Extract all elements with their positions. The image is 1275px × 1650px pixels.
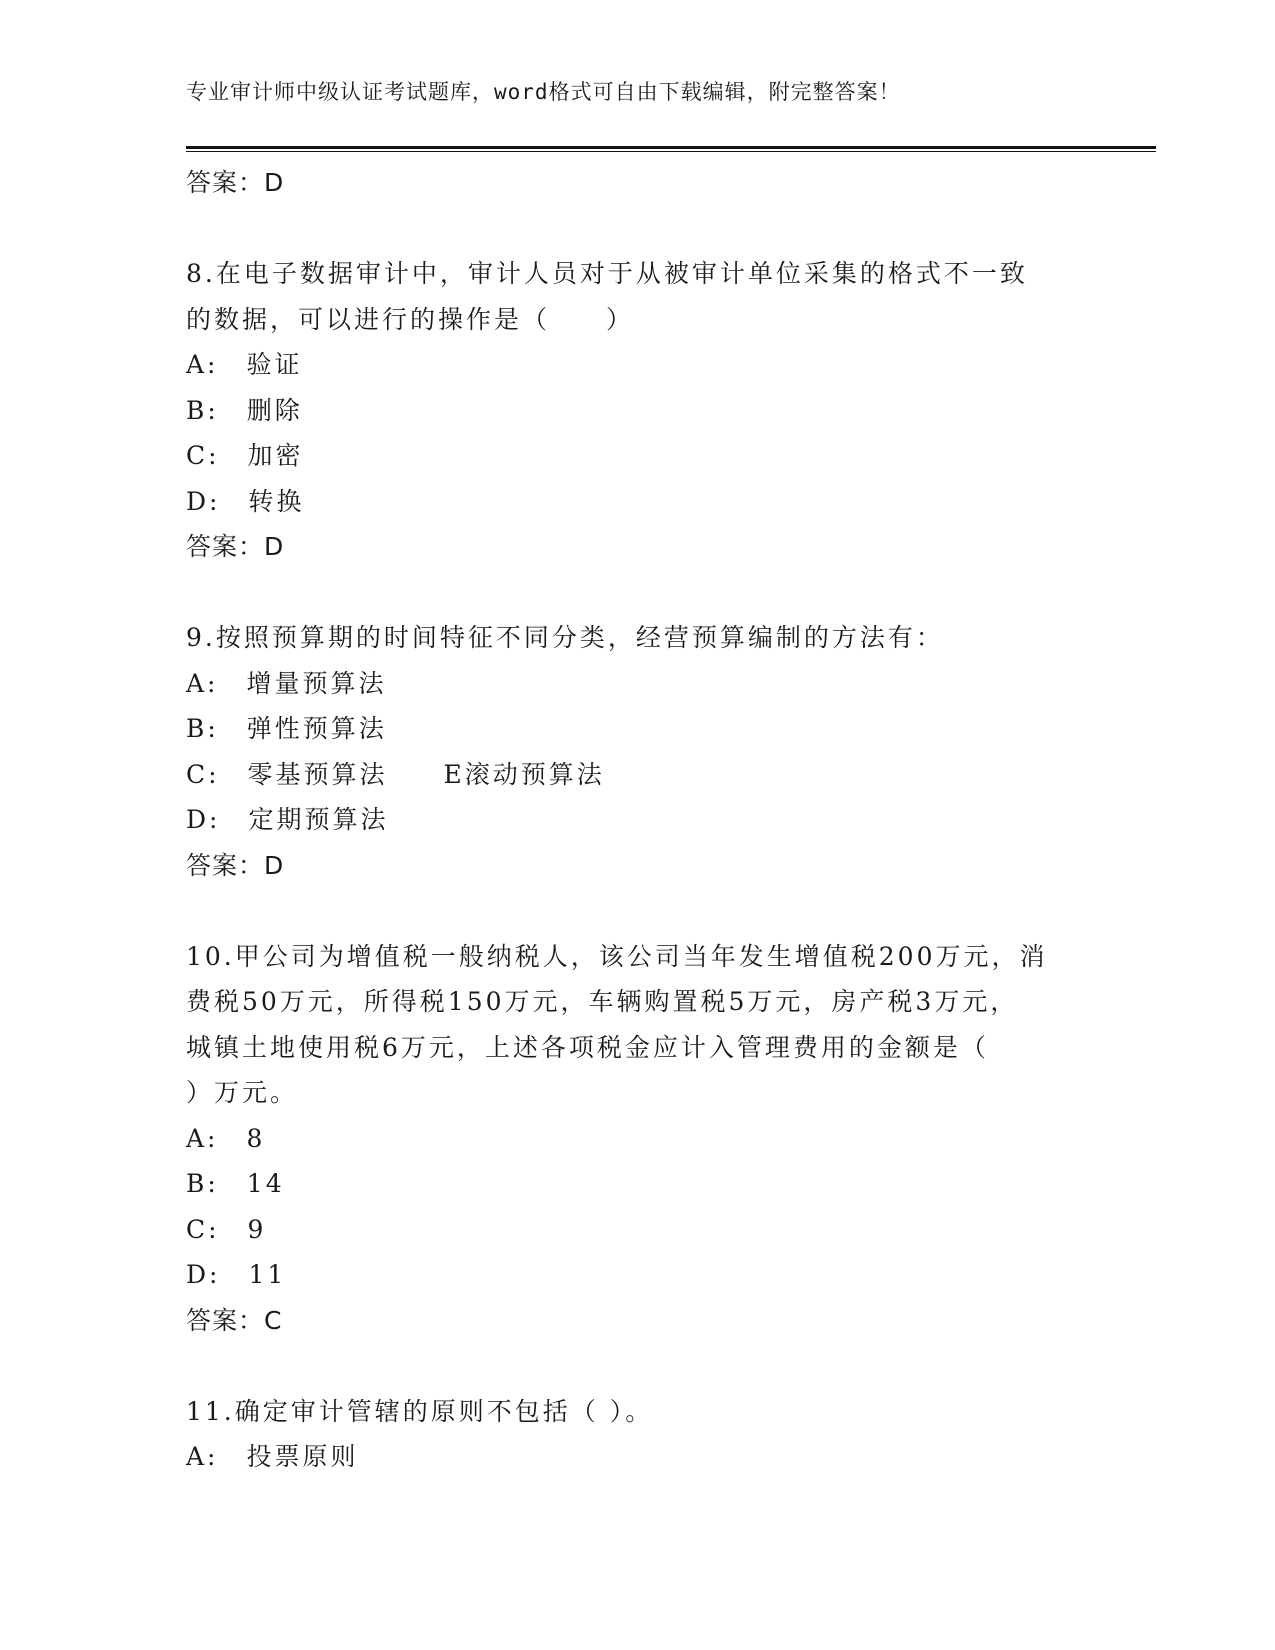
question-text: 城镇土地使用税6万元，上述各项税金应计入管理费用的金额是（ bbox=[186, 1032, 989, 1062]
header-rule-thin bbox=[186, 151, 1156, 152]
option-b: B: 弹性预算法 bbox=[186, 714, 387, 743]
option-a: A: 验证 bbox=[186, 350, 303, 379]
question-text: 的数据，可以进行的操作是（ ） bbox=[186, 304, 635, 334]
question-text: 9.按照预算期的时间特征不同分类，经营预算编制的方法有： bbox=[186, 623, 944, 652]
question-content bbox=[186, 160, 1106, 1480]
option-a: A: 投票原则 bbox=[186, 1442, 359, 1471]
question-text: 8.在电子数据审计中，审计人员对于从被审计单位采集的格式不一致 bbox=[186, 259, 1028, 288]
option-c: C: 零基预算法 E滚动预算法 bbox=[186, 759, 605, 789]
option-b: B: 14 bbox=[186, 1169, 285, 1198]
option-b: B: 删除 bbox=[186, 395, 303, 425]
option-c: C: 加密 bbox=[186, 441, 304, 470]
header-rule-thick bbox=[186, 146, 1156, 149]
option-a: A: 增量预算法 bbox=[186, 668, 387, 698]
question-text: 10.甲公司为增值税一般纳税人，该公司当年发生增值税200万元，消 bbox=[186, 941, 1048, 971]
answer-line: 答案：D bbox=[186, 168, 285, 197]
question-text: 11.确定审计管辖的原则不包括（ ）。 bbox=[186, 1396, 654, 1426]
answer-line: 答案：D bbox=[186, 850, 285, 880]
question-text: ）万元。 bbox=[186, 1078, 299, 1107]
option-c: C: 9 bbox=[186, 1214, 267, 1244]
answer-line: 答案：C bbox=[186, 1305, 283, 1335]
option-d: D: 11 bbox=[186, 1260, 287, 1289]
option-d: D: 定期预算法 bbox=[186, 805, 389, 834]
option-d: D: 转换 bbox=[186, 486, 305, 516]
answer-line: 答案：D bbox=[186, 532, 285, 561]
question-text: 费税50万元，所得税150万元，车辆购置税5万元，房产税3万元， bbox=[186, 987, 1019, 1016]
option-a: A: 8 bbox=[186, 1123, 266, 1153]
page-header: 专业审计师中级认证考试题库，word格式可自由下载编辑，附完整答案！ bbox=[186, 80, 901, 104]
